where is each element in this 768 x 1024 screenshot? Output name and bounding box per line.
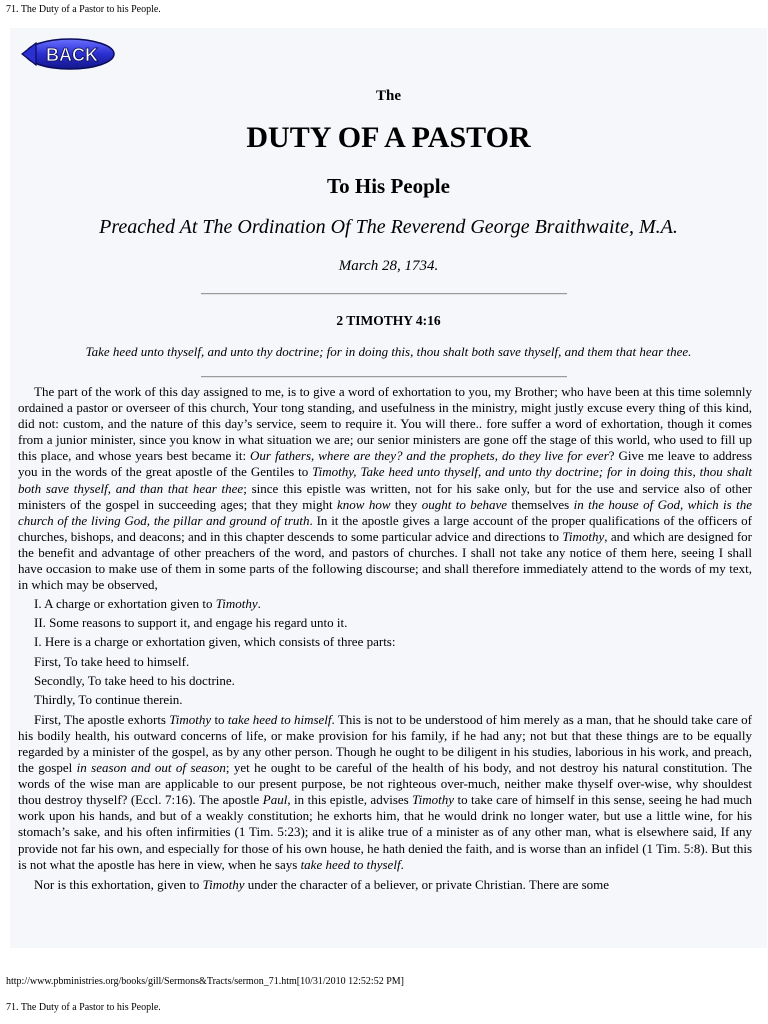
outline-item	[18, 615, 752, 631]
text-run: ; yet he ought to be careful of the health of his body, and not destroy his natural constitution. The words of the wise man are applicable to our present purpose, be not righteous over-much, neither make thyself over-wise, why shouldest thou destroy thyself? (Eccl. 7:16). The apostle	[18, 760, 752, 808]
text-run: II. Some reasons to support it, and engage his regard unto it.	[34, 615, 348, 631]
paragraph	[18, 384, 752, 593]
emphasis-text: Timothy	[412, 792, 455, 808]
text-run: themselves	[507, 496, 574, 512]
page-title: DUTY OF A PASTOR	[246, 121, 531, 154]
emphasis-text: in the house of God, which is the church of the living God, the pillar and ground of truth	[18, 496, 752, 528]
emphasis-text: in season and out of season	[76, 760, 226, 776]
text-run: The part of the work of this day assigned to me, is to give a word of exhortation to you, my Brother; who have been at this time solemnly ordained a pastor or overseer of this church, Your tong standing, and usefulness in the ministry, might justly excuse every thing of this kind, did not: custom, and the nature of this day’s service, seem to require it. You will there.. fore suffer a word of exhortation, though it comes from a junior minister, since you know in what situation we are; our senior ministers are gone off the stage of this world, who used to fill up this place, and whose years best became it:	[18, 384, 752, 464]
text-run: to take care of himself in this sense, seeing he had much work upon his hands, and but of a weakly constitution; he exhorts him, that he would drink no longer water, but use a little wine, for his stomach’s sake, and his often infirmities (1 Tim. 5:23); and it is alike true of a minister as of any other man, what is elsewhere said, If any provide not far his own, and especially for those of his own house, he hath denied the faith, and is worse than an infidel (1 Tim. 5:8). But this is not what the apostle has here in view, when he says	[18, 792, 753, 872]
scripture-verse: Take heed unto thyself, and unto thy doctrine; for in doing this, thou shalt both save thyself, and them that hear thee.	[85, 344, 692, 359]
sermon-date: March 28, 1734.	[338, 258, 439, 274]
outline-item	[18, 673, 752, 689]
text-run: .	[257, 596, 261, 612]
text-run: . This is not to be understood of him merely as a man, that he should take care of his bodily health, his outward concerns of life, or make provision for his family, if he had any; not but that these things are to be equally regarded by a minister of the gospel, as by any other person. Though he ought to be diligent in his studies, laborious in his work, and preach, the gospel	[18, 711, 752, 776]
text-run: they	[390, 496, 422, 512]
emphasis-text: take heed to himself	[227, 711, 332, 727]
emphasis-text: ought to behave	[421, 496, 508, 512]
heading-the: The	[375, 88, 401, 104]
emphasis-text: Our fathers, where are they? and the prophets, do they live for ever	[250, 448, 609, 464]
text-run: I. Here is a charge or exhortation given, which consists of three parts:	[34, 634, 396, 650]
outline-list	[18, 596, 752, 708]
text-run: ? Give me leave to address you in the words of the great apostle of the Gentiles to	[18, 448, 753, 480]
print-header: 71. The Duty of a Pastor to his People.	[6, 4, 161, 15]
text-run: .	[400, 856, 404, 872]
text-run: First, The apostle exhorts	[34, 711, 170, 727]
emphasis-text: Timothy, Take heed unto thyself, and unto thy doctrine; for in doing this, thou shalt both save thyself, and than that hear thee	[18, 464, 752, 496]
emphasis-text: Timothy	[202, 876, 245, 892]
divider	[201, 376, 567, 378]
sermon-body	[18, 384, 752, 893]
emphasis-text: Timothy	[562, 528, 605, 544]
text-run: , in this epistle, advises	[287, 792, 413, 808]
footer-url: http://www.pbministries.org/books/gill/Sermons&Tracts/sermon_71.htm[10/31/2010 12:52:52 PM]	[6, 976, 404, 987]
page-content	[10, 28, 767, 948]
text-run: under the character of a believer, or private Christian. There are some	[244, 876, 610, 892]
paragraph	[18, 712, 752, 873]
text-run: , and which are designed for the benefit and advantage of other preachers of the word, and pastors of churches. I shall not take any notice of them here, seeing I shall have occasion to make use of them in some parts of the following discourse; and shall therefore immediately attend to the words of my text, in which may be observed,	[18, 528, 753, 593]
outline-item	[18, 692, 752, 708]
emphasis-text: Timothy	[169, 711, 212, 727]
emphasis-text: take heed to thyself	[300, 856, 401, 872]
text-run: Secondly, To take heed to his doctrine.	[34, 672, 235, 688]
scripture-reference: 2 TIMOTHY 4:16	[336, 313, 441, 328]
emphasis-text: know how	[337, 496, 391, 512]
text-run: I. A charge or exhortation given to	[34, 596, 216, 612]
back-button[interactable]	[20, 37, 115, 71]
paragraph	[18, 877, 752, 893]
text-run: Nor is this exhortation, given to	[34, 876, 203, 892]
text-run: First, To take heed to himself.	[34, 653, 190, 669]
divider	[201, 293, 567, 295]
text-run: to	[211, 711, 228, 727]
text-run: ; since this epistle was written, not for his sake only, but for the use and service also of other ministers of the gospel in succeeding ages; that they might	[18, 480, 752, 512]
back-arrow-icon	[20, 37, 115, 71]
text-run: Thirdly, To continue therein.	[34, 691, 183, 707]
footer-title: 71. The Duty of a Pastor to his People.	[6, 1002, 161, 1013]
outline-item	[18, 654, 752, 670]
page-subtitle: To His People	[327, 174, 450, 198]
outline-item	[18, 596, 752, 612]
text-run: . In it the apostle gives a large account of the proper qualifications of the officers of churches, bishops, and deacons; and in this chapter descends to some particular advice and directions to	[18, 512, 752, 544]
back-label: BACK	[46, 45, 98, 65]
outline-item	[18, 634, 752, 650]
emphasis-text: Paul	[262, 792, 288, 808]
occasion-line: Preached At The Ordination Of The Reverend George Braithwaite, M.A.	[99, 216, 678, 238]
emphasis-text: Timothy	[215, 596, 258, 612]
